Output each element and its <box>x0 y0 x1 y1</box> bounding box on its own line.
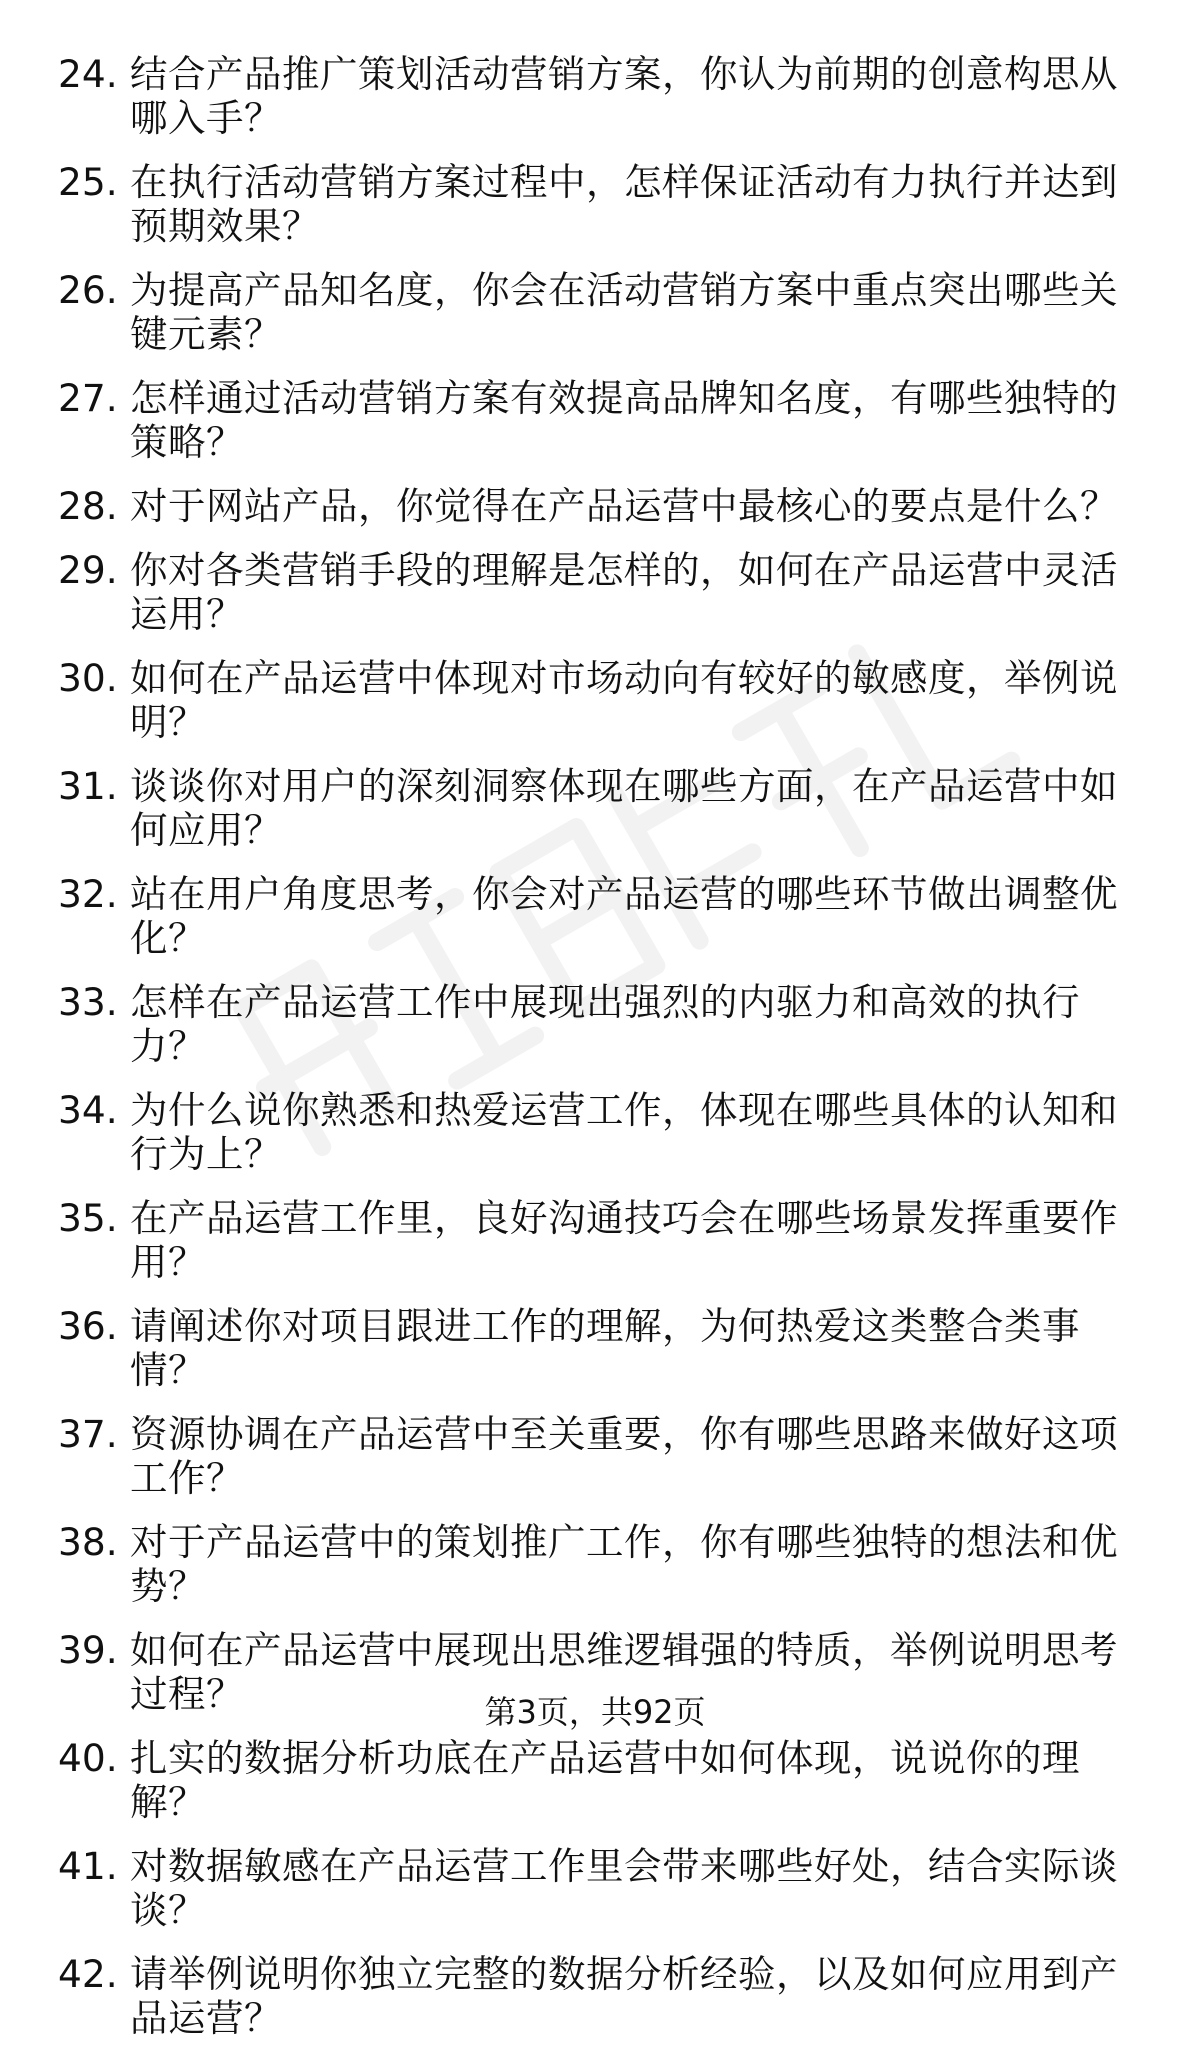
question-item <box>58 484 1148 528</box>
question-item <box>58 160 1148 248</box>
question-text: 你对各类营销手段的理解是怎样的，如何在产品运营中灵活运用？ <box>130 548 1118 636</box>
question-number: 32. <box>58 872 118 916</box>
question-item <box>58 656 1148 744</box>
question-number: 40. <box>58 1736 118 1780</box>
question-item <box>58 1520 1148 1608</box>
question-number: 38. <box>58 1520 118 1564</box>
question-text: 对数据敏感在产品运营工作里会带来哪些好处，结合实际谈谈？ <box>130 1844 1118 1932</box>
question-text: 为什么说你熟悉和热爱运营工作，体现在哪些具体的认知和行为上？ <box>130 1088 1118 1176</box>
question-item <box>58 1844 1148 1932</box>
question-item <box>58 1088 1148 1176</box>
question-number: 28. <box>58 484 118 528</box>
question-number: 39. <box>58 1628 118 1672</box>
question-item <box>58 872 1148 960</box>
question-number: 27. <box>58 376 118 420</box>
question-item <box>58 980 1148 1068</box>
question-item <box>58 1736 1148 1824</box>
question-item <box>58 1196 1148 1284</box>
question-number: 29. <box>58 548 118 592</box>
question-text: 对于网站产品，你觉得在产品运营中最核心的要点是什么？ <box>130 484 1118 528</box>
question-item <box>58 1304 1148 1392</box>
question-item <box>58 52 1148 140</box>
question-list <box>58 52 1148 2060</box>
question-text: 怎样在产品运营工作中展现出强烈的内驱力和高效的执行力？ <box>130 980 1080 1068</box>
question-number: 42. <box>58 1952 118 1996</box>
question-number: 24. <box>58 52 118 96</box>
question-text: 谈谈你对用户的深刻洞察体现在哪些方面，在产品运营中如何应用？ <box>130 764 1118 852</box>
question-text: 请举例说明你独立完整的数据分析经验，以及如何应用到产品运营？ <box>130 1952 1118 2040</box>
question-item <box>58 548 1148 636</box>
question-text: 扎实的数据分析功底在产品运营中如何体现，说说你的理解？ <box>130 1736 1080 1824</box>
question-item <box>58 764 1148 852</box>
question-number: 34. <box>58 1088 118 1132</box>
question-number: 37. <box>58 1412 118 1456</box>
page-number-footer: 第3页，共92页 <box>484 1693 706 1731</box>
question-number: 26. <box>58 268 118 312</box>
question-text: 如何在产品运营中体现对市场动向有较好的敏感度，举例说明？ <box>130 656 1118 744</box>
question-number: 25. <box>58 160 118 204</box>
question-text: 结合产品推广策划活动营销方案，你认为前期的创意构思从哪入手？ <box>130 52 1118 140</box>
question-number: 30. <box>58 656 118 700</box>
question-number: 31. <box>58 764 118 808</box>
question-item <box>58 1412 1148 1500</box>
question-number: 36. <box>58 1304 118 1348</box>
question-number: 41. <box>58 1844 118 1888</box>
question-text: 站在用户角度思考，你会对产品运营的哪些环节做出调整优化？ <box>130 872 1118 960</box>
question-text: 请阐述你对项目跟进工作的理解，为何热爱这类整合类事情？ <box>130 1304 1080 1392</box>
question-text: 如何在产品运营中展现出思维逻辑强的特质，举例说明思考过程？ <box>130 1628 1118 1716</box>
question-item <box>58 376 1148 464</box>
question-text: 资源协调在产品运营中至关重要，你有哪些思路来做好这项工作？ <box>130 1412 1118 1500</box>
question-text: 怎样通过活动营销方案有效提高品牌知名度，有哪些独特的策略？ <box>130 376 1118 464</box>
question-item <box>58 1952 1148 2040</box>
question-number: 33. <box>58 980 118 1024</box>
question-text: 在执行活动营销方案过程中，怎样保证活动有力执行并达到预期效果？ <box>130 160 1118 248</box>
question-text: 对于产品运营中的策划推广工作，你有哪些独特的想法和优势？ <box>130 1520 1118 1608</box>
question-number: 35. <box>58 1196 118 1240</box>
question-text: 为提高产品知名度，你会在活动营销方案中重点突出哪些关键元素？ <box>130 268 1118 356</box>
question-text: 在产品运营工作里，良好沟通技巧会在哪些场景发挥重要作用？ <box>130 1196 1118 1284</box>
question-item <box>58 268 1148 356</box>
